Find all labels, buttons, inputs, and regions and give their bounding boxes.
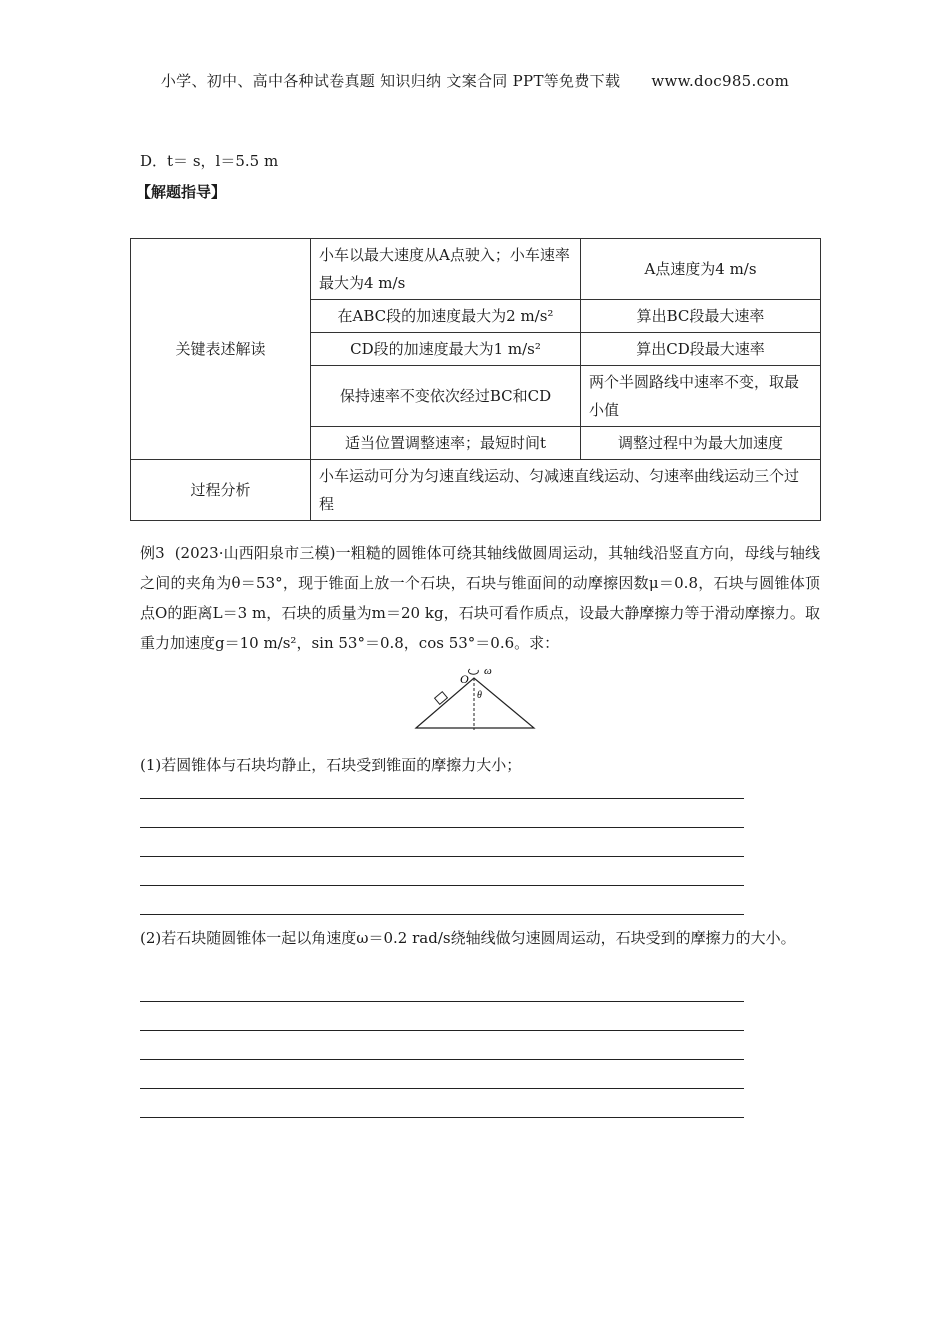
answer-line[interactable] [140,1088,744,1089]
answer-line[interactable] [140,798,744,799]
example-label: 例3 [140,544,165,562]
table-row-right: 两个半圆路线中速率不变，取最小值 [581,366,821,427]
answer-line[interactable] [140,1059,744,1060]
example-source: (2023·山西阳泉市三模) [174,544,336,562]
label-theta: θ [477,690,482,701]
question-1: (1)若圆锥体与石块均静止，石块受到锥面的摩擦力大小； [140,756,522,774]
key-statement-cell: 关键表述解读 [131,239,311,460]
table-row-right: 算出BC段最大速率 [581,300,821,333]
example-3 [140,538,820,658]
table-row-left: 小车以最大速度从A点驶入；小车速率最大为4 m/s [311,239,581,300]
table-row-right: A点速度为4 m/s [581,239,821,300]
header-title: 小学、初中、高中各种试卷真题 知识归纳 文案合同 PPT等免费下载 [160,72,621,90]
example-body: 一粗糙的圆锥体可绕其轴线做圆周运动，其轴线沿竖直方向，母线与轴线之间的夹角为θ＝53°，现于锥面上放一个石块，石块与锥面间的动摩擦因数μ＝0.8，石块与圆锥体顶点O的距离L＝3 m，石块的质量为m＝20 kg，石块可看作质点，设最大静摩擦力等于滑动摩擦力。取重力加速度g＝10 m/s²，sin 53°＝0.8，cos 53°＝0.6。求： [140,544,820,652]
header-url[interactable]: www.doc985.com [651,72,790,90]
rotation-arrow-icon [468,669,478,674]
table-row-left: CD段的加速度最大为1 m/s² [311,333,581,366]
table-row-left: 在ABC段的加速度最大为2 m/s² [311,300,581,333]
answer-line[interactable] [140,914,744,915]
cone-figure [410,664,540,734]
answer-line[interactable] [140,1117,744,1118]
answer-line[interactable] [140,1030,744,1031]
cone-triangle [416,678,534,728]
option-d: D．t＝ s，l＝5.5 m [140,152,279,170]
page-header [0,70,950,91]
answer-line[interactable] [140,885,744,886]
answer-line[interactable] [140,827,744,828]
question-2: (2)若石块随圆锥体一起以角速度ω＝0.2 rad/s绕轴线做匀速圆周运动，石块受到的摩擦力的大小。 [140,929,796,947]
answer-line[interactable] [140,1001,744,1002]
process-analysis-cell: 过程分析 [131,460,311,521]
table-row-right: 算出CD段最大速率 [581,333,821,366]
answer-line[interactable] [140,856,744,857]
table-row-left: 适当位置调整速率；最短时间t [311,427,581,460]
section-heading: 【解题指导】 [136,183,227,201]
table-row-left: 保持速率不变依次经过BC和CD [311,366,581,427]
label-omega: ω [484,665,492,677]
label-o: O [460,672,469,686]
table-row-right: 调整过程中为最大加速度 [581,427,821,460]
process-analysis-text: 小车运动可分为匀速直线运动、匀减速直线运动、匀速率曲线运动三个过程 [311,460,821,521]
guide-table [130,238,821,521]
